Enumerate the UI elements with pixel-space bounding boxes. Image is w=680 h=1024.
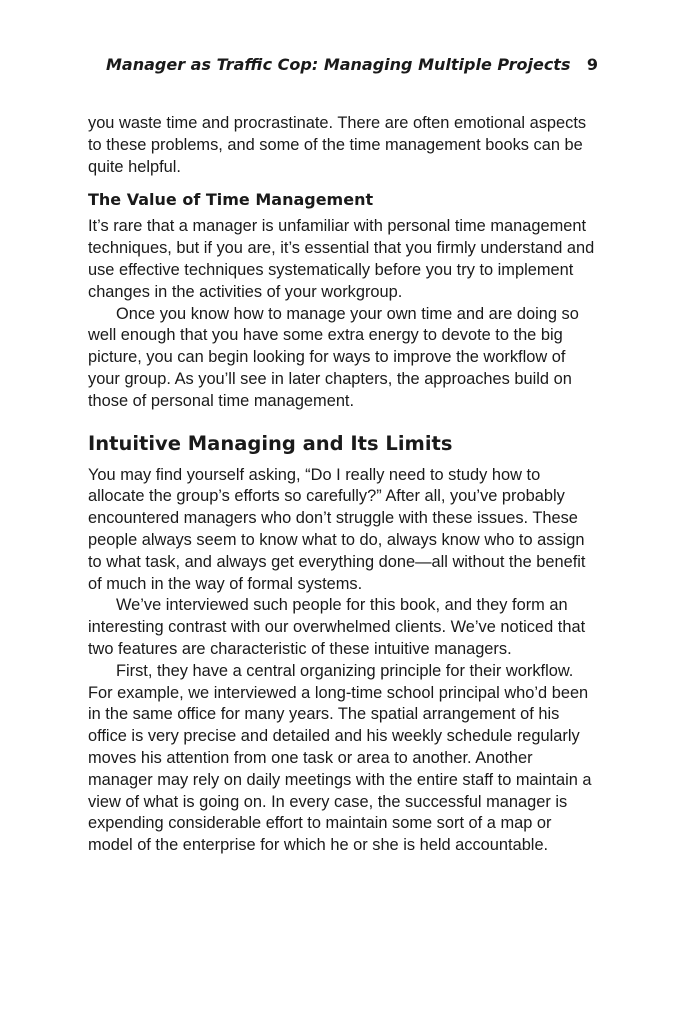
page-number: 9 <box>586 55 598 74</box>
paragraph-intuitive-1: You may find yourself asking, “Do I really need to study how to allocate the group’s efforts so carefully?” After all, you’ve probably encountered managers who don’t struggle with these issues. These people always seem to know what to do, always know who to assign to what task, and always get everything done—all without the benefit of much in the way of formal systems. <box>88 465 586 593</box>
paragraph-value-2: Once you know how to manage your own time and are doing so well enough that you have some extra energy to devote to the big picture, you can begin looking for ways to improve the workflow of your group. As you’ll see in later chapters, the approaches build on those of personal time management. <box>88 304 579 410</box>
paragraph-value-1: It’s rare that a manager is unfamiliar with personal time management techniques, but if you are, it’s essential that you firmly understand and use effective techniques systematically before you try to implement changes in the activities of your workgroup. <box>88 217 595 301</box>
running-head <box>88 55 598 79</box>
section-heading: Intuitive Managing and Its Limits <box>88 431 453 455</box>
paragraph-intuitive-2: We’ve interviewed such people for this book, and they form an interesting contrast with our overwhelmed clients. We’ve noticed that two features are characteristic of these intuitive managers. <box>88 596 586 658</box>
running-title: Manager as Traffic Cop: Managing Multiple Projects <box>106 55 571 74</box>
book-page <box>88 55 598 857</box>
section-subheading: The Value of Time Management <box>88 190 374 210</box>
paragraph-intro: you waste time and procrastinate. There are often emotional aspects to these problems, and some of the time management books can be quite helpful. <box>88 114 587 176</box>
paragraph-intuitive-3: First, they have a central organizing principle for their workflow. For example, we interviewed a long-time school principal who’d been in the same office for many years. The spatial arrangement of his office is very precise and detailed and his weekly schedule regularly moves his attention from one task or area to another. Another manager may rely on daily meetings with the entire staff to maintain a view of what is going on. In every case, the successful manager is expending considerable effort to maintain some sort of a map or model of the enterprise for which he or she is held accountable. <box>88 661 592 855</box>
